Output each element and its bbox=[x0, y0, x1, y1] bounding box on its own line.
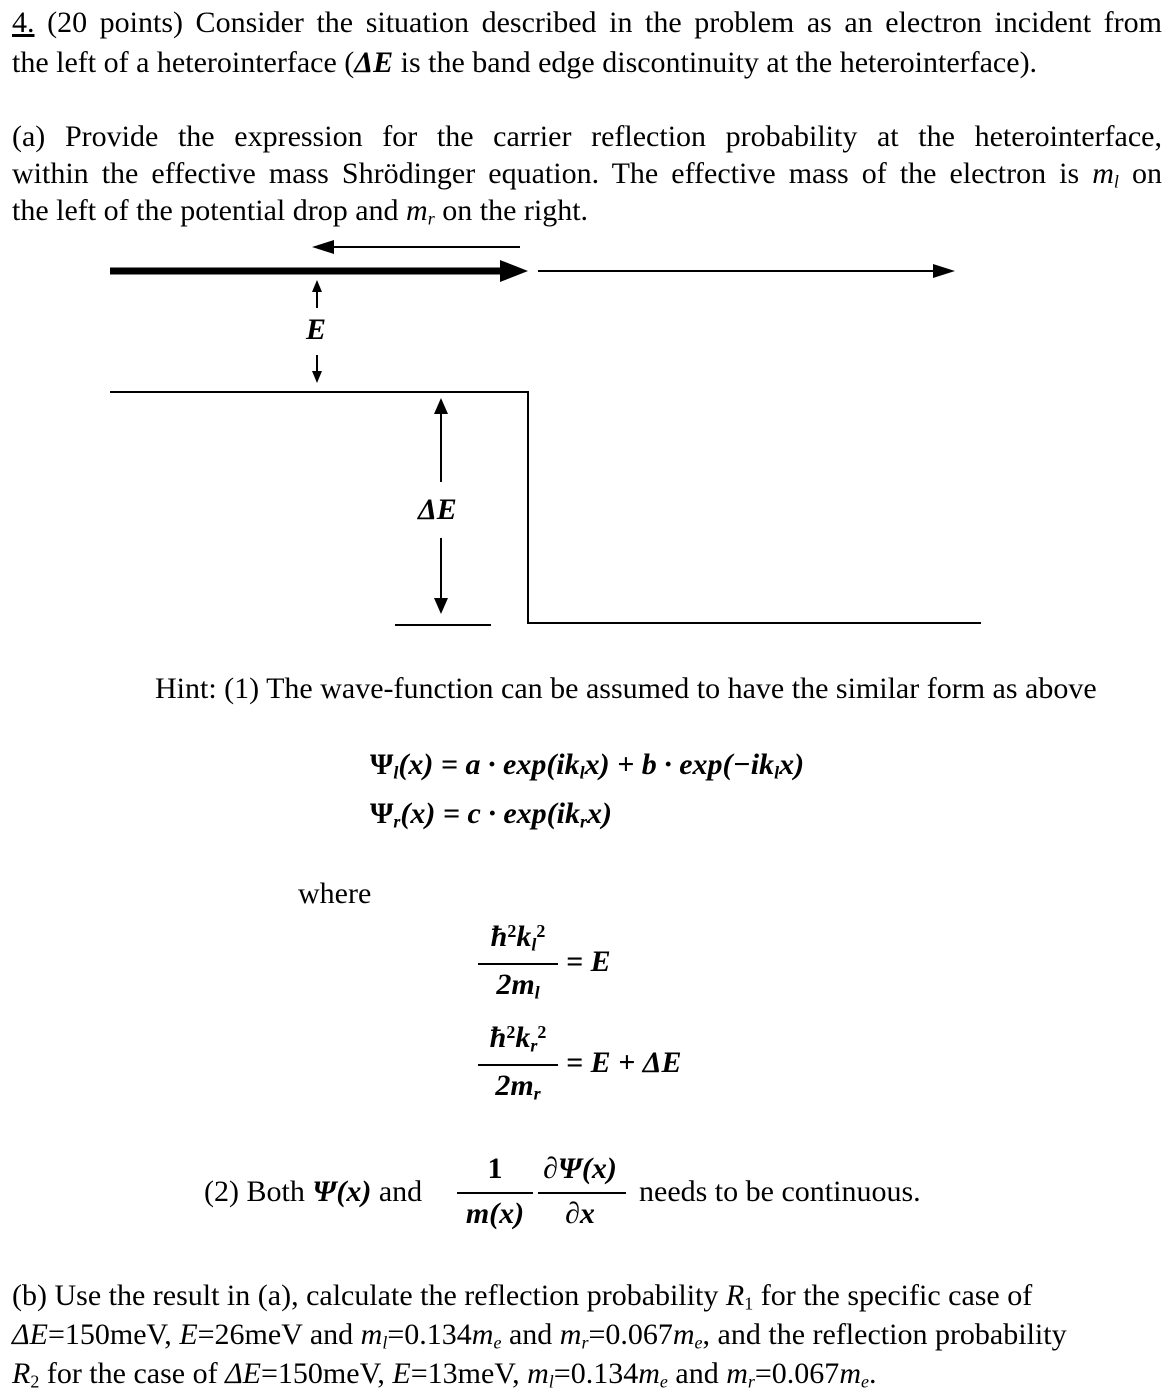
band-diagram bbox=[0, 230, 1174, 640]
part-a-line1: (a) Provide the expression for the carrier reflection probability at the heterointerface, bbox=[12, 120, 1162, 153]
part-a-line2: within the effective mass Shrödinger equation. The effective mass of the electron is $m_l$ on bbox=[12, 157, 1162, 192]
problem-number: 4. bbox=[12, 6, 35, 39]
wavefunction-left: $\Psi_l(x) = a \cdot \exp(ik_lx) + b \cdot \exp(-ik_lx)$ bbox=[370, 748, 805, 783]
part-b-line1: (b) Use the result in (a), calculate the reflection probability $R_1$ for the specific case of bbox=[12, 1279, 1033, 1314]
dispersion-left-rhs: = E bbox=[566, 945, 611, 978]
part-a-line3: the left of the potential drop and $m_r$ on the right. bbox=[12, 194, 589, 229]
condition-fraction2-bar bbox=[538, 1192, 626, 1194]
condition-fraction1-bar bbox=[457, 1192, 533, 1194]
dispersion-right-numerator: $ħ^2k_r^2$ bbox=[489, 1021, 547, 1056]
condition-fraction2-denominator: ∂x bbox=[565, 1197, 595, 1230]
part-b-line3: $R_2$ for the case of ΔE=150meV, E=13meV, $m_l=0.134m_e$ and $m_r=0.067m_e$. bbox=[12, 1357, 877, 1392]
problem-header: 4. (20 points) Consider the situation described in the problem as an electron incident from bbox=[12, 6, 1162, 39]
dispersion-left-denominator: $2m_l$ bbox=[496, 968, 540, 1003]
condition-fraction1-denominator: m(x) bbox=[465, 1197, 525, 1230]
dispersion-right-bar bbox=[478, 1064, 558, 1066]
hint-line1: Hint: (1) The wave-function can be assumed to have the similar form as above bbox=[155, 672, 1097, 705]
transmitted-wave-arrow bbox=[538, 264, 955, 278]
wavefunction-right: $\Psi_r(x) = c \cdot \exp(ik_rx)$ bbox=[370, 797, 612, 832]
problem-header-line2: the left of a heterointerface (ΔE is the band edge discontinuity at the heterointerface). bbox=[12, 46, 1038, 79]
continuity-note: needs to be continuous. bbox=[639, 1175, 921, 1208]
dispersion-left-numerator: $ħ^2k_l^2$ bbox=[490, 920, 546, 955]
dispersion-right-rhs: = E + ΔE bbox=[566, 1046, 682, 1079]
condition-fraction2-numerator: ∂Ψ(x) bbox=[543, 1152, 617, 1185]
boundary-condition-text: (2) Both Ψ(x) and bbox=[204, 1175, 423, 1208]
incident-wave-arrow bbox=[110, 260, 528, 282]
where-label: where bbox=[298, 877, 372, 910]
dispersion-left-bar bbox=[478, 963, 558, 965]
energy-label: E bbox=[306, 313, 327, 346]
part-b-line2: ΔE=150meV, E=26meV and $m_l=0.134m_e$ and $m_r=0.067m_e$, and the reflection probability bbox=[12, 1318, 1067, 1353]
reflected-wave-arrow bbox=[312, 240, 520, 254]
delta-e-label: ΔE bbox=[418, 493, 457, 526]
condition-fraction1-numerator: 1 bbox=[487, 1152, 503, 1185]
dispersion-right-denominator: $2m_r$ bbox=[495, 1069, 541, 1104]
